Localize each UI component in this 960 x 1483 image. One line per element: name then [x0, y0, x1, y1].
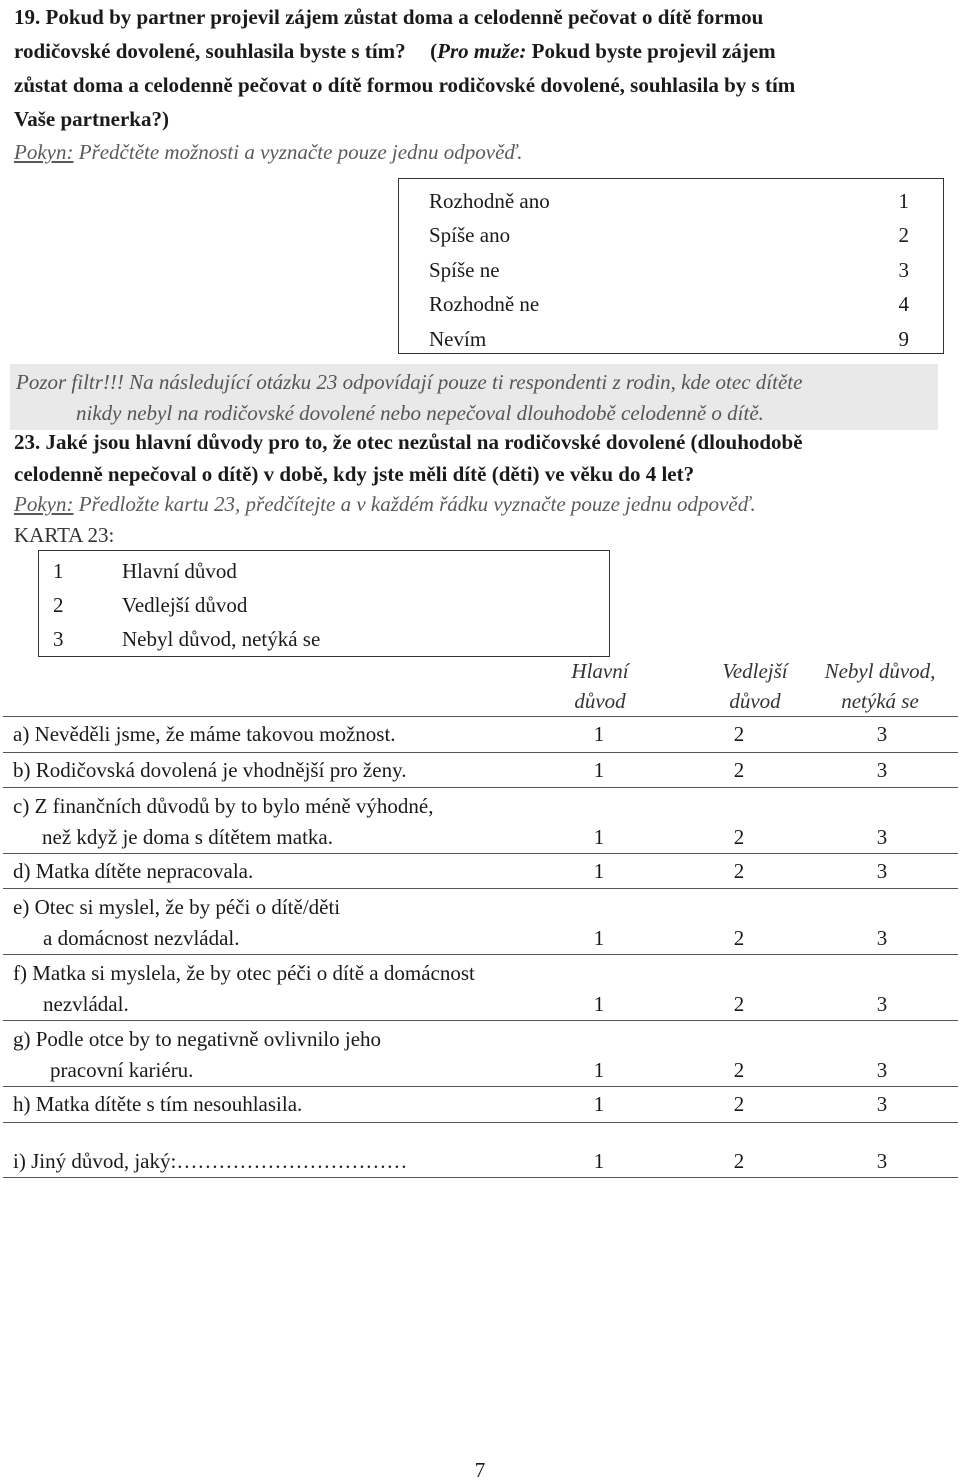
table-row: [3, 1122, 958, 1178]
row-text: a) Nevěděli jsme, že máme takovou možnost.: [13, 722, 396, 746]
row-text: b) Rodičovská dovolená je vhodnější pro ženy.: [13, 758, 407, 782]
table-row: [3, 853, 958, 888]
row-code: 3: [876, 722, 888, 746]
q19-option-code: 3: [898, 258, 909, 282]
row-text: e) Otec si myslel, že by péči o dítě/děti: [13, 895, 341, 919]
row-text: g) Podle otce by to negativně ovlivnilo jeho: [13, 1027, 382, 1051]
q19-option-label: Nevím: [429, 327, 487, 351]
filter-note-line-1: Pozor filtr!!! Na následující otázku 23 odpovídají pouze ti respondenti z rodin, kde otec dítěte: [16, 370, 803, 394]
row-code: 1: [593, 926, 605, 950]
row-text: c) Z finančních důvodů by to bylo méně výhodné,: [13, 794, 434, 818]
question-23: [14, 426, 944, 490]
q19-option-label: Spíše ne: [429, 258, 500, 282]
column-header-no-reason: [804, 656, 956, 716]
q19-paren-italic: Pro muže:: [437, 39, 527, 63]
row-code: 1: [593, 722, 605, 746]
row-code: 3: [876, 1058, 888, 1082]
q19-option-label: Rozhodně ano: [429, 189, 550, 213]
q19-option-label: Spíše ano: [429, 223, 511, 247]
row-code: 2: [733, 722, 745, 746]
q19-option-row: [429, 287, 909, 321]
q19-option-code: 4: [898, 292, 909, 316]
row-code: 2: [733, 758, 745, 782]
table-row: [3, 954, 958, 1020]
card-row-text: Vedlejší důvod: [122, 593, 248, 617]
column-header-line: netýká se: [841, 689, 919, 713]
table-row: [3, 716, 958, 752]
card-row-text: Nebyl důvod, netýká se: [122, 627, 321, 651]
q23-line-1: 23. Jaké jsou hlavní důvody pro to, že otec nezůstal na rodičovské dovolené (dlouhodobě: [14, 430, 803, 454]
card-row-number: 3: [53, 627, 64, 651]
q19-instruction-label: Pokyn:: [14, 140, 74, 164]
q19-option-code: 1: [898, 189, 909, 213]
question-19: [14, 0, 944, 136]
row-text: f) Matka si myslela, že by otec péči o dítě a domácnost: [13, 961, 475, 985]
page-number: 7: [474, 1458, 486, 1482]
row-code: 1: [593, 992, 605, 1016]
table-row: [3, 752, 958, 787]
column-header-secondary-reason: [692, 656, 818, 716]
row-text: i) Jiný důvod, jaký:……………………………: [13, 1149, 408, 1173]
table-bottom-border: [3, 1177, 958, 1178]
row-text-continued: než když je doma s dítětem matka.: [42, 825, 333, 849]
row-code: 1: [593, 1058, 605, 1082]
card-row-text: Hlavní důvod: [122, 559, 237, 583]
row-code: 2: [733, 926, 745, 950]
row-code: 3: [876, 758, 888, 782]
row-code: 3: [876, 1092, 888, 1116]
q19-paren-open: (: [430, 39, 438, 63]
q23-instruction: [14, 489, 756, 519]
q23-instruction-label: Pokyn:: [14, 492, 74, 516]
card-title: KARTA 23:: [14, 523, 115, 547]
column-header-line: Hlavní: [571, 659, 629, 683]
row-code: 1: [593, 859, 605, 883]
q19-line-2: [14, 34, 944, 68]
row-text: d) Matka dítěte nepracovala.: [13, 859, 254, 883]
q19-options-box: [398, 178, 944, 354]
column-header-line: Nebyl důvod,: [824, 659, 936, 683]
q19-line-2-text: rodičovské dovolené, souhlasila byste s tím?: [14, 39, 406, 63]
row-code: 3: [876, 926, 888, 950]
card-row-number: 2: [53, 593, 64, 617]
row-code: 1: [593, 825, 605, 849]
column-header-line: důvod: [574, 689, 626, 713]
row-code: 1: [593, 1149, 605, 1173]
row-code: 2: [733, 859, 745, 883]
table-row: [3, 787, 958, 853]
row-code: 2: [733, 992, 745, 1016]
row-code: 1: [593, 1092, 605, 1116]
row-text-continued: nezvládal.: [43, 992, 129, 1016]
column-header-main-reason: [540, 656, 660, 716]
card-row-number: 1: [53, 559, 64, 583]
row-text-continued: a domácnost nezvládal.: [43, 926, 240, 950]
q19-instruction: [14, 136, 522, 168]
q19-option-row: [429, 184, 909, 218]
row-code: 2: [733, 1149, 745, 1173]
table-row: [3, 1086, 958, 1122]
table-row: [3, 888, 958, 954]
filter-note-line-2: nikdy nebyl na rodičovské dovolené nebo nepečoval dlouhodobě celodenně o dítě.: [76, 401, 764, 425]
q19-option-label: Rozhodně ne: [429, 292, 540, 316]
row-code: 2: [733, 1058, 745, 1082]
row-code: 2: [733, 825, 745, 849]
row-code: 1: [593, 758, 605, 782]
column-header-line: Vedlejší: [722, 659, 788, 683]
filter-note: [10, 364, 938, 430]
q19-line-4: Vaše partnerka?): [14, 107, 169, 131]
q19-option-row: [429, 218, 909, 252]
row-code: 3: [876, 992, 888, 1016]
q23-line-2: celodenně nepečoval o dítě) v době, kdy jste měli dítě (děti) ve věku do 4 let?: [14, 462, 695, 486]
row-code: 3: [876, 825, 888, 849]
q19-paren-text: Pokud byste projevil zájem: [526, 39, 776, 63]
q19-line-1: 19. Pokud by partner projevil zájem zůstat doma a celodenně pečovat o dítě formou: [14, 5, 764, 29]
q19-option-row: [429, 253, 909, 287]
q19-instruction-text: Předčtěte možnosti a vyznačte pouze jednu odpověď.: [73, 140, 523, 164]
table-row: [3, 1020, 958, 1086]
q23-instruction-text: Předložte kartu 23, předčítejte a v každém řádku vyznačte pouze jednu odpověď.: [73, 492, 756, 516]
row-code: 2: [733, 1092, 745, 1116]
q19-line-3: zůstat doma a celodenně pečovat o dítě formou rodičovské dovolené, souhlasila by s tím: [14, 73, 796, 97]
q19-option-code: 2: [898, 223, 909, 247]
row-code: 3: [876, 859, 888, 883]
row-text-continued: pracovní kariéru.: [50, 1058, 194, 1082]
row-text: h) Matka dítěte s tím nesouhlasila.: [13, 1092, 303, 1116]
q19-option-code: 9: [898, 327, 909, 351]
column-header-line: důvod: [729, 689, 781, 713]
q19-option-row: [429, 322, 909, 356]
row-code: 3: [876, 1149, 888, 1173]
card-box: [38, 550, 610, 657]
